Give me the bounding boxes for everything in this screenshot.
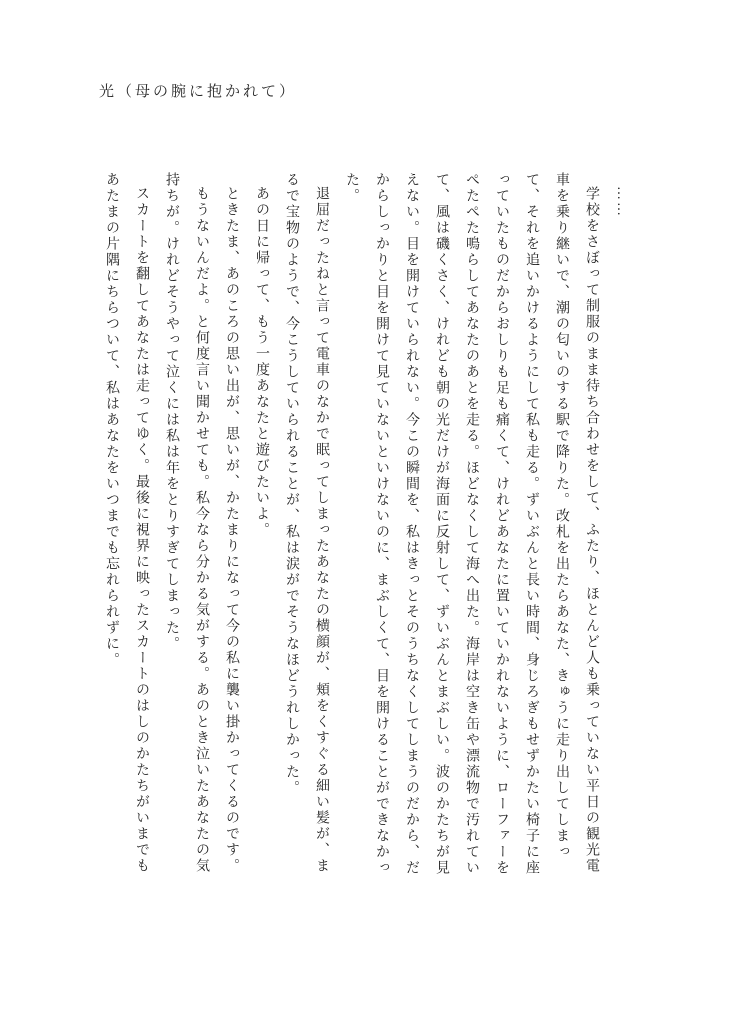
page-title: 光（母の腕に抱かれて） <box>99 84 298 100</box>
paragraph-train-nap: 退屈だったねと言って電車のなかで眠ってしまったあなたの横顔が、頬をくすぐる細い髪が、まるで宝物のようで、今こうしていられることが、私は涙がでそうなほどうれしかった。 <box>284 172 329 874</box>
paragraph-memories: ときたま、あのころの思い出が、思いが、かたまりになって今の私に襲い掛かってくるのです。 <box>224 186 239 874</box>
leader-dots: …… <box>614 186 629 218</box>
paragraph-no-more: もうないんだよ。と何度言い聞かせても。私今なら分かる気がする。あのとき泣いたあなたの気持ちが。けれどそうやって泣くには私は年をとりすぎてしまった。 <box>164 172 209 874</box>
body-text <box>96 172 636 876</box>
paragraph-wish: あの日に帰って、もう一度あなたと遊びたいよ。 <box>254 186 269 538</box>
paragraph-skirt: スカートを翻してあなたは走ってゆく。最後に視界に映ったスカートのはしのかたちがいまでもあたまの片隅にちらついて、私はあなたをいつまでも忘れられずに。 <box>104 172 149 874</box>
paragraph-school: 学校をさぼって制服のまま待ち合わせをして、ふたり、ほとんど人も乗っていない平日の観光電車を乗り継いで、潮の匂いのする駅で降りた。改札を出たらあなた、きゅうに走り出してしまって、それを追いかけるようにして私も走る。ずいぶんと長い時間、身じろぎもせずかたい椅子に座っていたものだからおしりも足も痛くて、けれどあなたに置いていかれないように、ローファーをぺたぺた鳴らしてあなたのあとを走る。ほどなくして海へ出た。海岸は空き缶や漂流物で汚れていて、風は磯くさく、けれども朝の光だけが海面に反射して、ずいぶんとまぶしい。波のかたちが見えない。目を開けていられない。今この瞬間を、私はきっとそのうちなくしてしまうのだから、だからしっかりと目を開けて見ていないといけないのに、まぶしくて、目を開けることができなかった。 <box>344 172 599 876</box>
